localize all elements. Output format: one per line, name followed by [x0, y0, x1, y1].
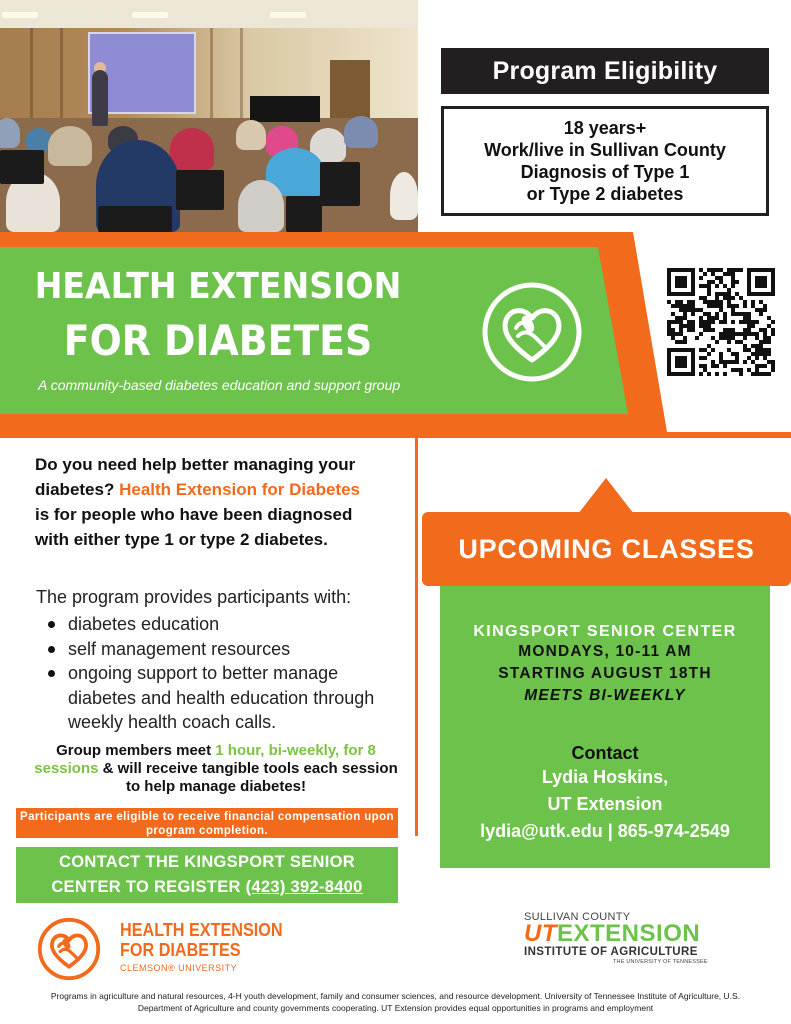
compensation-banner: Participants are eligible to receive financial compensation upon program completion. [16, 808, 398, 838]
eligibility-heading: Program Eligibility [441, 48, 769, 94]
eligibility-line: Work/live in Sullivan County [484, 140, 726, 160]
class-details-box [440, 586, 770, 868]
banner-tagline: A community-based diabetes education and support group [38, 377, 401, 393]
meeting-info: Group members meet 1 hour, bi-weekly, for 8 sessions & will receive tangible tools each session to help manage diabetes! [34, 742, 398, 795]
program-name-highlight: Health Extension for Diabetes [119, 480, 360, 499]
footer-logo-title: HEALTH EXTENSION FOR DIABETES [120, 920, 283, 960]
heart-hands-icon [480, 280, 584, 384]
heart-hands-icon [36, 916, 102, 982]
banner-title-line1: HEALTH EXTENSION [34, 266, 402, 307]
ut-extension-logo: UTEXTENSION [524, 920, 701, 947]
column-divider [415, 438, 418, 836]
contact-name: Lydia Hoskins, [541, 767, 669, 787]
eligibility-line: Diagnosis of Type 1 [520, 162, 690, 182]
footer-logo-subtitle: CLEMSON® UNIVERSITY [120, 963, 238, 973]
list-item: diabetes education [46, 612, 396, 637]
intro-paragraph: Do you need help better managing your diabetes? Health Extension for Diabetes is for people who have been diagnosed with either type 1 or type 2 diabetes. [35, 455, 360, 549]
eligibility-line: 18 years+ [563, 118, 647, 138]
list-item: self management resources [46, 637, 396, 662]
contact-label: Contact [571, 743, 639, 763]
qr-code[interactable] [667, 268, 775, 376]
class-start-date: STARTING AUGUST 18TH [498, 665, 712, 682]
register-banner: CONTACT THE KINGSPORT SENIOR CENTER TO REGISTER (423) 392-8400 [16, 847, 398, 903]
class-location: KINGSPORT SENIOR CENTER [473, 623, 737, 640]
banner-title-line2: FOR DIABETES [63, 316, 373, 365]
disclaimer-text: Programs in agriculture and natural resources, 4-H youth development, family and consumer sciences, and resource development. University of Tennessee Institute of Agriculture, U.S. Department of Agriculture and county governments cooperating. UT Extension provides equal opportunities in programs and employment [50, 991, 741, 1013]
meeting-highlight: 1 hour, bi-weekly, for 8 sessions [34, 742, 376, 777]
ut-logo-county: SULLIVAN COUNTY [524, 911, 631, 923]
class-frequency: MEETS BI-WEEKLY [524, 687, 686, 704]
eligibility-line: or Type 2 diabetes [526, 184, 684, 204]
contact-email-phone[interactable]: lydia@utk.edu | 865-974-2549 [480, 821, 730, 841]
provides-heading: The program provides participants with: [36, 587, 352, 607]
contact-org: UT Extension [547, 794, 663, 814]
group-meeting-photo [0, 0, 418, 232]
upcoming-classes-heading: UPCOMING CLASSES [422, 512, 791, 586]
eligibility-box [441, 106, 769, 216]
register-phone-link[interactable]: (423) 392-8400 [245, 878, 363, 896]
arrow-up-icon [578, 478, 634, 514]
ut-logo-university: THE UNIVERSITY OF TENNESSEE [613, 959, 708, 965]
class-day-time: MONDAYS, 10-11 AM [518, 643, 692, 660]
list-item: ongoing support to better manage diabetes and health education through weekly health coach calls. [46, 661, 396, 735]
benefits-list [46, 612, 396, 735]
ut-logo-institute: INSTITUTE OF AGRICULTURE [524, 946, 698, 958]
